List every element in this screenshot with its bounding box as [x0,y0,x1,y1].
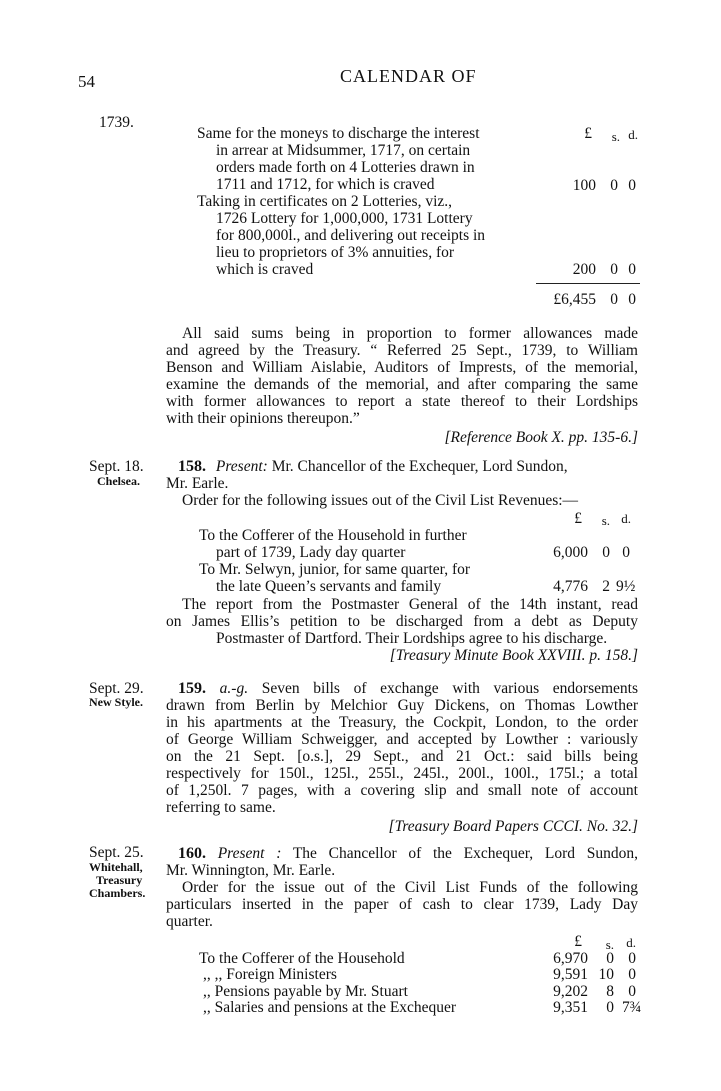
issue-shillings: 8 [606,983,614,1000]
issue-pounds: 9,591 [553,966,588,983]
entry-number: 159. [178,680,206,697]
currency-shilling: s. [605,937,614,952]
body-line: and agreed by the Treasury. “ Referred 25 Sept., 1739, to William [166,342,638,359]
issue-pounds: 6,970 [553,950,588,967]
issue-pence: 0 [622,544,630,561]
currency-pence: d. [628,127,638,142]
entry-place: Chambers. [89,886,146,900]
present-label: Present : [217,845,282,862]
present-names: The Chancellor of the Exchequer, Lord Sundon, [292,845,638,862]
entry-date: Sept. 18. [89,458,144,475]
item2-pence: 0 [628,261,636,278]
order-line: Order for the issue out of the Civil List Funds of the following [182,879,638,896]
issue-shillings: 10 [598,966,614,983]
entry-text: Seven bills of exchange with various endorsements [261,680,639,697]
present-names: Mr. Earle. [166,475,229,492]
issue-label: ,, Pensions payable by Mr. Stuart [203,983,408,1000]
item1-line: in arrear at Midsummer, 1717, on certain [216,142,471,159]
issue-line: the late Queen’s servants and family [216,578,442,595]
issue-pence: 0 [628,983,636,1000]
entry-prefix: a.-g. [219,680,249,697]
entry-place: Chelsea. [97,474,140,488]
entry-text-line: drawn from Berlin by Melchior Guy Dickens, on Thomas Lowther [166,697,638,714]
item2-line: Taking in certificates on 2 Lotteries, viz., [197,193,453,210]
entry-text-line: referring to same. [166,799,276,816]
entry-number: 160. [178,845,206,862]
entry-place: Whitehall, [89,860,143,874]
entry-place: Treasury [96,873,143,887]
report-line: Postmaster of Dartford. Their Lordships agree to his discharge. [216,630,608,647]
entry-text-line: of George William Schweigger, and accepted by Lowther : variously [166,731,638,748]
item1-pence: 0 [628,177,636,194]
entry-date: Sept. 29. [89,680,144,697]
entry-date: Sept. 25. [89,844,144,861]
entry-text-line: on the 21 Sept. [o.s.], 29 Sept., and 21 Oct.: said bills being [166,748,638,765]
present-names: Mr. Chancellor of the Exchequer, Lord Sundon, [271,458,568,475]
issue-pence: 0 [628,966,636,983]
entry-place: New Style. [89,695,143,709]
body-line: with former allowances to report a state thereof to their Lordships [166,393,638,410]
body-line: Benson and William Aislabie, Auditors of Imprests, of the memorial, [166,359,638,376]
item2-pounds: 200 [572,261,596,278]
order-line: particulars inserted in the paper of cash to clear 1739, Lady Day [166,896,638,913]
item2-line: lieu to proprietors of 3% annuities, for [216,244,455,261]
currency-shilling: s. [611,129,620,144]
reference-citation: [Treasury Minute Book XXVIII. p. 158.] [389,647,638,664]
item2-line: which is craved [216,261,314,278]
issue-pounds: 9,351 [553,999,588,1016]
issue-pence: 7¾ [622,999,642,1016]
currency-pence: d. [621,511,631,526]
issue-shillings: 0 [606,950,614,967]
issue-shillings: 0 [602,544,610,561]
issue-pounds: 6,000 [553,544,588,561]
issue-shillings: 2 [602,578,610,595]
entry-text-line: of 1,250l. 7 pages, with a covering slip and small note of account [166,782,638,799]
entry-line [178,846,638,862]
issue-label: ,, Salaries and pensions at the Exchequer [203,999,457,1016]
entry-line [178,459,568,475]
entry-line [178,681,638,697]
year-label: 1739. [99,114,134,131]
issue-pounds: 4,776 [553,578,588,595]
currency-pound: £ [574,933,582,950]
issue-label: To the Cofferer of the Household [199,950,405,967]
report-line: on James Ellis’s petition to be discharged from a debt as Deputy [166,613,638,630]
item2-shillings: 0 [610,261,618,278]
issue-line: part of 1739, Lady day quarter [216,544,406,561]
present-names: Mr. Winnington, Mr. Earle. [166,862,336,879]
item1-line: Same for the moneys to discharge the interest [197,125,480,142]
issue-line: To the Cofferer of the Household in further [199,527,467,544]
reference-citation: [Treasury Board Papers CCCI. No. 32.] [388,818,638,835]
report-line: The report from the Postmaster General of the 14th instant, read [182,596,638,613]
item1-line: 1711 and 1712, for which is craved [216,176,435,193]
entry-text-line: in his apartments at the Treasury, the Cockpit, London, to the order [166,714,638,731]
entry-number: 158. [178,458,206,475]
order-line: Order for the following issues out of the Civil List Revenues:— [182,492,579,509]
item1-shillings: 0 [610,177,618,194]
body-line: with their opinions thereupon.” [166,410,360,427]
running-title: CALENDAR OF [340,66,477,86]
currency-shilling: s. [601,513,610,528]
order-line: quarter. [166,913,213,930]
currency-pence: d. [626,935,636,950]
issue-shillings: 0 [606,999,614,1016]
sum-rule [536,283,640,284]
item1-pounds: 100 [572,177,596,194]
currency-pound: £ [584,125,592,142]
item1-line: orders made forth on 4 Lotteries drawn in [216,159,475,176]
body-line: examine the demands of the memorial, and after comparing the same [166,376,638,393]
page-number: 54 [78,72,95,91]
entry-text-line: respectively for 150l., 125l., 255l., 245l., 200l., 100l., 175l.; a total [166,765,638,782]
body-line: All said sums being in proportion to former allowances made [182,325,638,342]
total-shillings: 0 [610,291,618,308]
issue-pence: 9½ [616,578,636,595]
issue-line: To Mr. Selwyn, junior, for same quarter, for [199,561,471,578]
issue-pounds: 9,202 [553,983,588,1000]
reference-citation: [Reference Book X. pp. 135-6.] [444,429,638,446]
item2-line: for 800,000l., and delivering out receipts in [216,227,486,244]
issue-label: ,, ,, Foreign Ministers [203,966,337,983]
total-pence: 0 [628,291,636,308]
currency-pound: £ [574,510,582,527]
item2-line: 1726 Lottery for 1,000,000, 1731 Lottery [216,210,473,227]
total-pounds: £6,455 [553,291,596,308]
issue-pence: 0 [628,950,636,967]
present-label: Present: [215,458,268,475]
